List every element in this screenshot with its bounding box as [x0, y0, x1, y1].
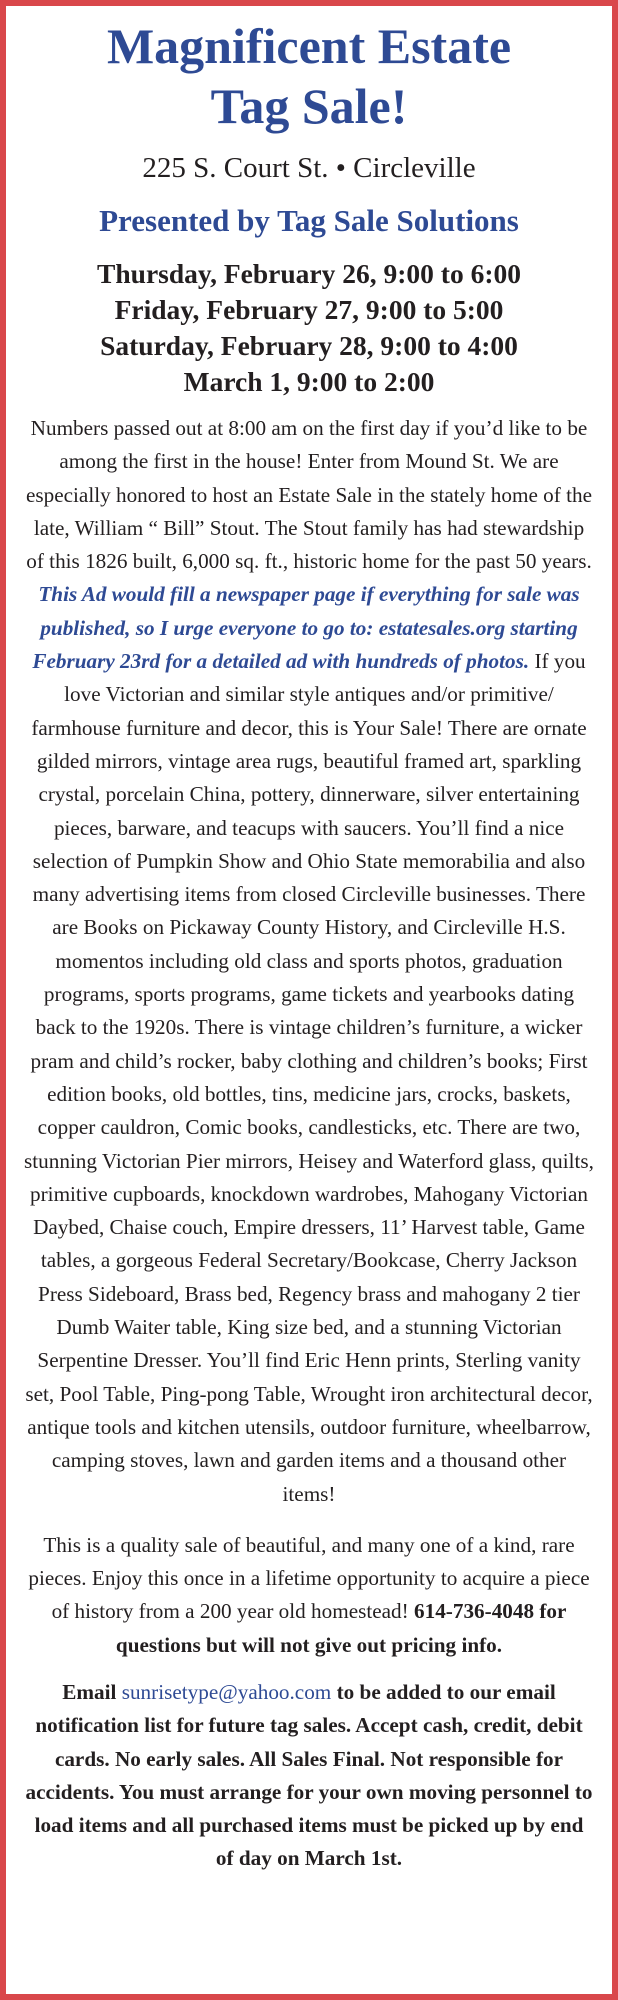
date-line-saturday: Saturday, February 28, 9:00 to 4:00 [100, 330, 518, 361]
ad-title [24, 16, 594, 136]
email-prefix: Email [62, 1679, 117, 1704]
footer-paragraph [24, 1676, 594, 1876]
footer-text: to be added to our email notification list for future tag sales. Accept cash, credit, debit cards. No early sales. All Sales Final. Not responsible for accidents. You must arrange for your own moving personnel to load items and all purchased items must be picked up by end of day on March 1st. [25, 1679, 593, 1871]
quality-text: This is a quality sale of beautiful, and many one of a kind, rare pieces. Enjoy this once in a lifetime opportunity to acquire a piece of history from a 200 year old homestead! [28, 1532, 590, 1624]
sale-description [24, 412, 594, 1511]
intro-text: Numbers passed out at 8:00 am on the first day if you’d like to be among the first in the house! Enter from Mound St. We are especially honored to host an Estate Sale in the stately home of the late, William “ Bill” Stout. The Stout family has had stewardship of this 1826 built, 6,000 sq. ft., historic home for the past 50 years. [25, 416, 593, 574]
date-line-march-1: March 1, 9:00 to 2:00 [183, 366, 435, 397]
date-line-friday: Friday, February 27, 9:00 to 5:00 [114, 294, 504, 325]
phone-number: 614-736-4048 [414, 1599, 535, 1624]
highlight-text: This Ad would fill a newspaper page if everything for sale was published, so I urge everyone to go to: estatesales.org starting February 23rd for a detailed ad with hundreds of photos. [32, 582, 580, 674]
quality-paragraph [24, 1529, 594, 1662]
email-link[interactable]: sunrisetype@yahoo.com [121, 1679, 332, 1704]
phone-note: for questions but will not give out pricing info. [115, 1599, 567, 1657]
sale-dates [24, 256, 594, 400]
details-text: If you love Victorian and similar style antiques and/or primitive/ farmhouse furniture and decor, this is Your Sale! There are ornate gilded mirrors, vintage area rugs, beautiful framed art, sparkling crystal, porcelain China, pottery, dinnerware, silver entertaining pieces, barware, and teacups with saucers. You’ll find a nice selection of Pumpkin Show and Ohio State memorabilia and also many advertising items from closed Circleville businesses. There are Books on Pickaway County History, and Circleville H.S. momentos including old class and sports photos, graduation programs, sports programs, game tickets and yearbooks dating back to the 1920s. There is vintage children’s furniture, a wicker pram and child’s rocker, baby clothing and children’s books; First edition books, old bottles, tins, medicine jars, crocks, baskets, copper cauldron, Comic books, candlesticks, etc. There are two, stunning Victorian Pier mirrors, Heisey and Waterford glass, quilts, primitive cupboards, knockdown wardrobes, Mahogany Victorian Daybed, Chaise couch, Empire dressers, 11’ Harvest table, Game tables, a gorgeous Federal Secretary/Bookcase, Cherry Jackson Press Sideboard, Brass bed, Regency brass and mahogany 2 tier Dumb Waiter table, King size bed, and a stunning Victorian Serpentine Dresser. You’ll find Eric Henn prints, Sterling vanity set, Pool Table, Ping-pong Table, Wrought iron architectural decor, antique tools and kitchen utensils, outdoor furniture, wheelbarrow, camping stoves, lawn and garden items and a thousand other items! [24, 649, 594, 1506]
presented-by: Presented by Tag Sale Solutions [99, 203, 519, 238]
sale-address: 225 S. Court St. • Circleville [142, 152, 476, 184]
date-line-thursday: Thursday, February 26, 9:00 to 6:00 [97, 258, 521, 289]
title-line-2: Tag Sale! [210, 78, 408, 134]
title-line-1: Magnificent Estate [106, 18, 512, 74]
